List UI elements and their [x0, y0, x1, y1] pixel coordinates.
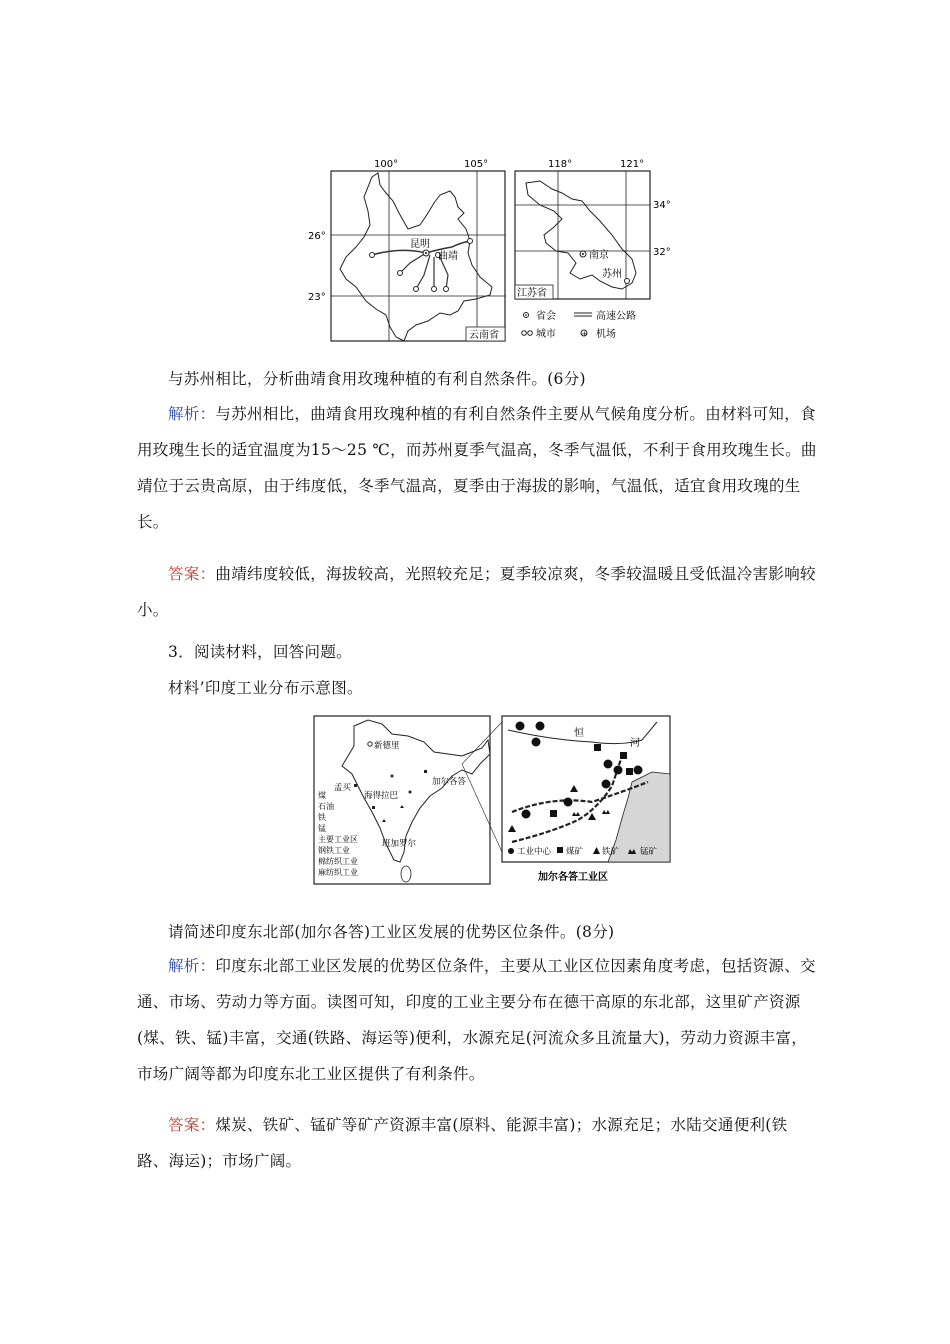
ganges-label-2: 河 [630, 738, 640, 749]
kolkata-inset-map [502, 716, 670, 883]
city-kunming-label: 昆明 [410, 239, 430, 250]
lat-label-34: 34° [653, 200, 671, 211]
india-industry-map-figure [312, 712, 674, 890]
q3-analysis [137, 948, 817, 1092]
q2-answer [137, 556, 817, 628]
q2-analysis-label: 解析： [168, 405, 216, 423]
lat-label-26: 26° [308, 231, 326, 242]
city-nanjing-label: 南京 [589, 250, 609, 261]
q3-answer [137, 1107, 817, 1179]
legend-oil-label: 石油 [318, 802, 334, 811]
q3-answer-text: 煤炭、铁矿、锰矿等矿产资源丰富(原料、能源丰富)；水源充足；水陆交通便利(铁路、海运)；市场广阔。 [137, 1116, 788, 1170]
city-mumbai-label: 孟买 [334, 783, 352, 793]
lon-label-121: 121° [620, 159, 645, 170]
map1-legend [522, 309, 636, 340]
city-kolkata-label: 加尔各答 [432, 777, 467, 787]
q3-material: 材料’印度工业分布示意图。 [168, 679, 363, 697]
legend-capital-label: 省会 [536, 311, 556, 322]
legend-iron-label: 铁 [318, 813, 326, 822]
jiangsu-map [515, 159, 671, 299]
lat-label-32: 32° [653, 247, 671, 258]
city-bangalore-label: 班加罗尔 [382, 839, 417, 849]
legend-city-label: 城市 [536, 329, 556, 340]
legend-steel-label: 钢铁工业 [318, 846, 350, 855]
legend-cotton-label: 棉纺织工业 [318, 857, 358, 866]
legend-industrial-zone-label: 主要工业区 [318, 835, 358, 844]
ganges-label-1: 恒 [574, 728, 584, 739]
q2-answer-label: 答案： [168, 565, 216, 583]
india-map [314, 716, 502, 884]
q2-answer-text: 曲靖纬度较低，海拔较高，光照较充足；夏季较凉爽，冬季较温暖且受低温冷害影响较小。 [137, 565, 816, 619]
q3-analysis-text: 印度东北部工业区发展的优势区位条件，主要从工业区位因素角度考虑，包括资源、交通、市场、劳动力等方面。读图可知，印度的工业主要分布在德干高原的东北部，这里矿产资源(煤、铁、锰)丰富，交通(铁路、海运等)便利，水源充足(河流众多且流量大)，劳动力资源丰富，市场广阔等都为印度东北工业区提供了有利条件。 [137, 957, 816, 1083]
lon-label-118: 118° [548, 159, 573, 170]
city-hyderabad-label: 海得拉巴 [364, 791, 399, 801]
lon-label-100: 100° [374, 159, 399, 170]
legend-manganese-label: 锰 [318, 824, 326, 833]
inset-legend-iron-mine: 铁矿 [602, 847, 620, 857]
city-suzhou-label: 苏州 [602, 269, 622, 280]
lon-label-105: 105° [464, 159, 489, 170]
legend-coal-label: 煤 [318, 791, 326, 800]
lat-label-23: 23° [308, 292, 326, 303]
inset-caption: 加尔各答工业区 [538, 872, 608, 883]
q3-title: 3．阅读材料，回答问题。 [168, 643, 352, 661]
legend-airport-label: 机场 [596, 329, 616, 340]
q3-analysis-label: 解析： [168, 957, 216, 975]
province-jiangsu-label: 江苏省 [517, 288, 547, 299]
province-yunnan-label: 云南省 [469, 330, 499, 341]
inset-legend-industrial-center: 工业中心 [517, 847, 552, 857]
svg-text:+: + [581, 330, 588, 338]
yunnan-jiangsu-map-figure [300, 155, 680, 345]
yunnan-map [308, 159, 505, 341]
inset-legend-manganese-mine: 锰矿 [640, 847, 658, 857]
q3-answer-label: 答案： [168, 1116, 216, 1134]
legend-highway-label: 高速公路 [596, 311, 636, 322]
q2-analysis-text: 与苏州相比，曲靖食用玫瑰种植的有利自然条件主要从气候角度分析。由材料可知，食用玫瑰生长的适宜温度为15～25 ℃，而苏州夏季气温高，冬季气温低，不利于食用玫瑰生长。曲靖位于云贵高原，由于纬度低，冬季气温高，夏季由于海拔的影响，气温低，适宜食用玫瑰的生长。 [137, 405, 817, 531]
legend-jute-label: 麻纺织工业 [318, 868, 358, 877]
city-qujing-label: 曲靖 [438, 251, 458, 262]
q3-question: 请简述印度东北部(加尔各答)工业区发展的优势区位条件。(8分) [168, 923, 615, 941]
inset-legend-coal-mine: 煤矿 [566, 847, 584, 857]
q2-analysis [137, 396, 817, 540]
q2-question: 与苏州相比，分析曲靖食用玫瑰种植的有利自然条件。(6分) [168, 370, 586, 388]
city-new-delhi-label: 新德里 [374, 741, 400, 751]
